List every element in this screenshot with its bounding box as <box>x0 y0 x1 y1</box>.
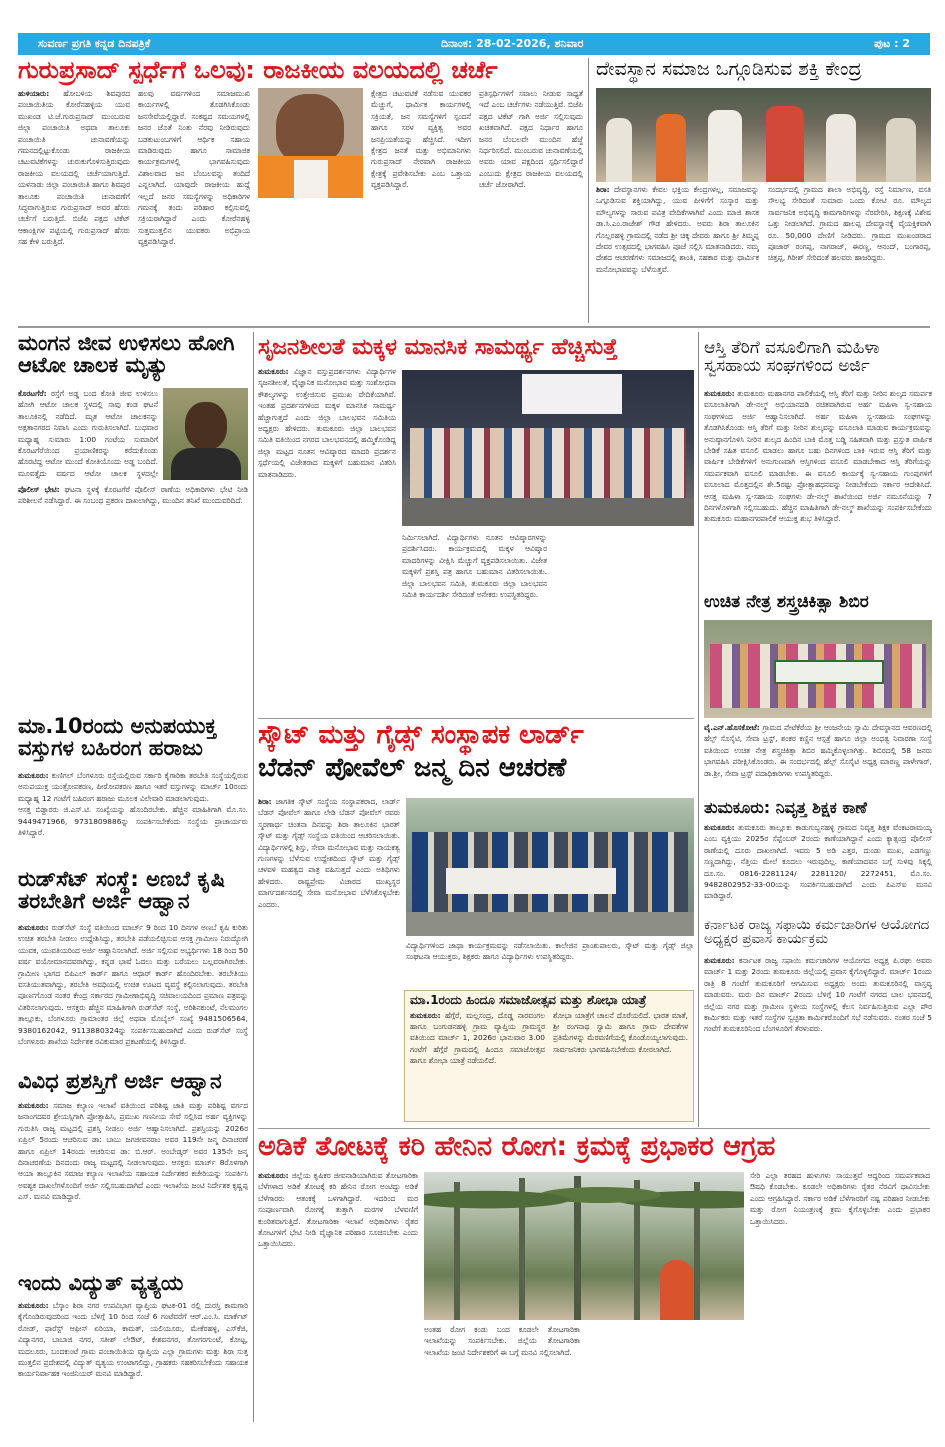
prashasti-headline: ವಿವಿಧ ಪ್ರಶಸ್ತಿಗೆ ಅರ್ಜಿ ಆಹ್ವಾನ <box>18 1069 222 1093</box>
article-safai <box>704 955 932 1125</box>
person-figure <box>886 118 916 182</box>
eye-camp-photo <box>704 620 932 718</box>
auto-driver-photo <box>163 388 248 480</box>
body-text: ಹಲವು ವರ್ಷಗಳಿಂದ ಸಮಾಜಮುಖಿ ಕಾರ್ಯಗಳಲ್ಲಿ ತೊಡಗಿಸಿಕೊಂಡು ಜನಸೇವೆಯಲ್ಲಿದ್ದಾರೆ. ಸಂಕಷ್ಟದ ಸಮಯಗಳಲ್ಲಿ ಜನರ ಜೊತೆ ನಿಂತು ನೆರವು ನೀಡಿರುವುದು ಬಡಕುಟುಂಬಗಳಿಗೆ ಆರ್ಥಿಕ ಸಹಾಯ ಮಾಡಿರುವುದು ಹಾಗೂ ಸಾಮಾಜಿಕ ಕಾರ್ಯಕ್ರಮಗಳಲ್ಲಿ ಭಾಗವಹಿಸುವುದು ವಿಶಾಲವಾದ ಜನ ಬೆಂಬಲವನ್ನು ತಂದಿದೆ ಎನ್ನಲಾಗಿದೆ. ಯಾವುದೇ ರಾಜಕೀಯ ಹುದ್ದೆ ಇಲ್ಲದೆ ಜನರ ಸಮಸ್ಯೆಗಳನ್ನು ಅಧಿಕಾರಿಗಳ ಗಮನಕ್ಕೆ ತಂದು ಪರಿಹಾರ ಕಲ್ಪಿಸುವಲ್ಲಿ ಸಕ್ರಿಯರಾಗಿದ್ದಾರೆ ಎಂದು ಕೋರೆನಹಳ್ಳಿ ಸುತ್ತಮುತ್ತಲಿನ ಯುವಕರು ಅಭಿಪ್ರಾಯ ವ್ಯಕ್ತಪಡಿಸಿದ್ದಾರೆ. <box>138 89 250 247</box>
guruprasad-photo <box>258 88 363 198</box>
body-text: ಘಟನಾ ಸ್ಥಳಕ್ಕೆ ಕೊರಟಗೆರೆ ಪೊಲೀಸ್ ಠಾಣೆಯ ಅಧಿಕಾರಿಗಳು ಭೇಟಿ ನೀಡಿ ಪರಿಶೀಲನೆ ನಡೆಸಿದ್ದಾರೆ. ಈ ಸಂಬಂಧ ಪ್ರಕರಣ ದಾಖಲಾಗಿದ್ದು, ಮುಂದಿನ ತನಿಖೆ ಮುಂದುವರಿದಿದೆ. <box>18 485 248 506</box>
paper-name: ಸುವರ್ಣ ಪ್ರಗತಿ ಕನ್ನಡ ದಿನಪತ್ರಿಕೆ <box>38 37 151 50</box>
shirt-shape <box>171 448 241 480</box>
date-text: ದಿನಾಂಕ: 28-02-2026, <box>440 37 551 50</box>
adike-headline: ಅಡಿಕೆ ತೋಟಕ್ಕೆ ಕರಿ ಹೇನಿನ ರೋಗ: ಕ್ರಮಕ್ಕೆ ಪ್ರಭಾಕರ ಆಗ್ರಹ <box>258 1131 776 1162</box>
article-body-col1 <box>18 88 130 320</box>
body-text: ಸೇರಿ ಎಲ್ಲಾ ತರಹದ ಹುಳುಗಳು ಸಾಯುತ್ತವೆ ಆದ್ದರಿಂದ ಸಮರ್ಪಕವಾದ ಔಷಧಿ ಕೊಡಬೇಕು. ಕೂಡಲೇ ಅಧಿಕಾರಿಗಳು ರೈತರ ನೆರವಿಗೆ ಧಾವಿಸಬೇಕು ಎಂದು ಆಗ್ರಹಿಸಿದ್ದಾರೆ. ಸರ್ಕಾರ ಅಡಿಕೆ ಬೆಳೆಗಾರರಿಗೆ ನಷ್ಟ ಪರಿಹಾರ ನೀಡಬೇಕು ಮತ್ತು ರೋಗ ನಿಯಂತ್ರಣಕ್ಕೆ ಕ್ರಮ ಕೈಗೊಳ್ಳಬೇಕು ಎಂದು ಪ್ರಭಾಕರ ಒತ್ತಾಯಿಸಿದರು. <box>750 1171 930 1226</box>
ground <box>406 912 694 936</box>
article-body-col2 <box>768 184 931 322</box>
article-body-col4 <box>479 88 583 320</box>
body-text: ಹೆಗ್ಗೆರೆ, ಮಲ್ಲಸಂದ್ರ, ದೊಡ್ಡ ನಾರವಂಗಲ ಹಾಗೂ ಬಂಗುಡನಹಳ್ಳಿ ಗ್ರಾಮ ವ್ಯಾಪ್ತಿಯ ಗ್ರಾಮಸ್ಥರ ವತಿಯಿಂದ ಮಾರ್ಚ್ 1, 2026ರ ಭಾನುವಾರ 3.00 ಗಂಟೆಗೆ ಹೆಗ್ಗೆರೆ ಗ್ರಾಮದಲ್ಲಿ ಹಿಂದೂ ಸಮಾಜೋತ್ಸವ ಹಾಗೂ ಶೋಭಾ ಯಾತ್ರೆ ನಡೆಯಲಿದೆ. <box>410 1010 545 1066</box>
column-divider <box>698 332 699 1127</box>
article-rudset <box>18 922 248 1062</box>
auto-driver-headline: ಮಂಗನ ಜೀವ ಉಳಿಸಲು ಹೋಗಿ ಆಟೋ ಚಾಲಕ ಮೃತ್ಯು <box>18 331 235 378</box>
article-body-col3 <box>553 532 694 714</box>
white-shirt <box>294 160 328 198</box>
article-body-col3 <box>371 88 471 320</box>
guruprasad-headline: ಗುರುಪ್ರಸಾದ್ ಸ್ಪರ್ಧೆಗೆ ಒಲವು: ರಾಜಕೀಯ ವಲಯದಲ್ಲಿ ಚರ್ಚೆ <box>18 56 498 84</box>
face-shape <box>276 94 344 164</box>
dateline: ಶಿರಾ: <box>596 185 610 194</box>
netra-headline: ಉಚಿತ ನೇತ್ರ ಶಸ್ತ್ರಚಿಕಿತ್ಸಾ ಶಿಬಿರ <box>704 592 869 612</box>
dateline: ಕೊರಟಗೆರೆ: <box>18 389 47 398</box>
dateline: ತುಮಕೂರು: <box>258 367 289 376</box>
section-divider <box>18 326 930 328</box>
body-text: ಹೋಬಳಿಯ ಶಿವಪುರದ ಪಂಚಾಯಿತಿಯ ಕೋರೆನಹಳ್ಳಿಯ ಯುವ ಮುಖಂಡ ಟಿ.ಜೆ.ಗುರುಪ್ರಸಾದ್ ಮುಂಬರುವ ಜಿಲ್ಲಾ ಪಂಚಾಯಿತಿ ಅಥವಾ ತಾಲೂಕು ಪಂಚಾಯಿತಿ ಚುನಾವಣೆಯನ್ನು ಗಮನದಲ್ಲಿಟ್ಟುಕೊಂಡು ರಾಜಕೀಯ ಚಟುವಟಿಕೆಗಳನ್ನು ಚುರುಕುಗೊಳಿಸುತ್ತಿರುವುದು ರಾಜಕೀಯ ವಲಯದಲ್ಲಿ ಚರ್ಚೆಯಾಗುತ್ತಿದೆ. ಯಳನಾಡು ಜಿಲ್ಲಾ ಪಂಚಾಯಿತಿ ಹಾಗೂ ಶಿವಪುರ ತಾಲೂಕು ಪಂಚಾಯಿತಿ ಚುನಾವಣೆಗೆ ಸಿದ್ಧವಾಗುತ್ತಿರುವ ಗುರುಪ್ರಸಾದ್ ಅವರ ಹೆಸರು ಚರ್ಚೆಗೆ ಬರುತ್ತಿದೆ. ಬಿಜೆಪಿ ಪಕ್ಷದ ಟಿಕೆಟ್ ಆಕಾಂಕ್ಷಿಗಳ ಪಟ್ಟಿಯಲ್ಲಿ ಗುರುಪ್ರಸಾದ್ ಹೆಸರು ಸಹ ಕೇಳಿ ಬರುತ್ತಿದೆ. <box>18 89 130 247</box>
safai-headline: ಕರ್ನಾಟಕ ರಾಜ್ಯ ಸಫಾಯಿ ಕರ್ಮಚಾರಿಗಳ ಆಯೋಗದ ಅಧ್ಯಕ್ಷರ ಪ್ರವಾಸ ಕಾರ್ಯಕ್ರಮ <box>704 917 930 948</box>
body-text: ತುಮಕೂರು ಮಹಾನಗರ ಪಾಲಿಕೆಯಲ್ಲಿ ಆಸ್ತಿ ತೆರಿಗೆ ಮತ್ತು ನೀರಿನ ಶುಲ್ಕದ ಸಮರ್ಪಕ ವಸೂಲಾತಿಗಾಗಿ ಡೇ-ನಲ್ಮ್ ಅಭಿಯಾನದಡಿ ರಚಿತವಾಗಿರುವ ಅರ್ಹ ಮಹಿಳಾ ಸ್ವ-ಸಹಾಯ ಸಂಘಗಳಿಂದ ಅರ್ಜಿ ಆಹ್ವಾನಿಸಲಾಗಿದೆ. ಅರ್ಹ ಮಹಿಳಾ ಸ್ವ-ಸಹಾಯ ಸಂಘಗಳನ್ನು ತೊಡಗಿಸಿಕೊಂಡು ಆಸ್ತಿ ತೆರಿಗೆ ಮತ್ತು ನೀರಿನ ಶುಲ್ಕವನ್ನು ವಸೂಲಾತಿ ಮಾಡುವ ಕಾರ್ಯಕ್ರಮವನ್ನು ಅನುಷ್ಠಾನಗೊಳಿಸಿ ನೀರಿನ ಶುಲ್ಕದ ಹಿಂದಿನ ಬಾಕಿ ಮೊತ್ತ ಬಡ್ಡಿ ಸಹಿತವಾಗಿ ಮತ್ತು ಪ್ರಸ್ತುತ ವಾರ್ಷಿಕ ಬೇಡಿಕೆ ಸಹಿತ ವಸೂಲಿ ಮಾಡಲು ಹಾಗೂ ಬಹು ದಿನಗಳಿಂದ ಬಾಕಿ ಇರುವ ಆಸ್ತಿ ತೆರಿಗೆ ಮತ್ತು ವಾರ್ಷಿಕ ಬೇಡಿಕೆಗಳಿಗೆ ಅನುಗುಣವಾಗಿ ಆಸ್ತಿಗಳಿಂದ ವಸೂಲಿ ಮಾಡಬೇಕಾದ ಆಸ್ತಿ ತೆರಿಗೆಯನ್ನು ಸಮರ್ಪಕವಾಗಿ ವಸೂಲಿ ಮಾಡಬೇಕು. ಈ ವಸೂಲಿ ಕಾರ್ಯಕ್ಕೆ ಸ್ವ-ಸಹಾಯ ಗುಂಪುಗಳಿಗೆ ವಸೂಲಾದ ಮೊತ್ತದಲ್ಲಿನ ಶೇ.5ರಷ್ಟು ಪ್ರೋತ್ಸಾಹಧನವನ್ನು ನೀಡಬೇಕೆಂದು ಸರ್ಕಾರ ಆದೇಶಿಸಿದೆ. ಆಸಕ್ತ ಮಹಿಳಾ ಸ್ವ-ಸಹಾಯ ಸಂಘಗಳು ಡೇ-ನಲ್ಮ್ ಶಾಖೆಯಿಂದ ಅರ್ಜಿ ನಮೂನೆಯನ್ನು 7 ದಿನಗಳೊಳಗಾಗಿ ಸಲ್ಲಿಸಬಹುದು. ಹೆಚ್ಚಿನ ಮಾಹಿತಿಗಾಗಿ ಡೇ-ನಲ್ಮ್ ಶಾಖೆಯನ್ನು ಸಂಪರ್ಕಿಸಬೇಕೆಂದು ತುಮಕೂರು ಮಹಾನಗರಪಾಲಿಕೆ ಆಯುಕ್ತ ಶುಭ ತಿಳಿಸಿದ್ದಾರೆ. <box>704 389 932 524</box>
article-body-col2b <box>588 1324 744 1422</box>
body-text: ತುಮಕೂರು ತಾಲ್ಲೂಕು ಕಾಡುಗುಬ್ಬನಹಳ್ಳಿ ಗ್ರಾಮದ ನಿವೃತ್ತ ಶಿಕ್ಷಕ ವೆಂಕಟರಾಮಯ್ಯ ಎಂಬ ವ್ಯಕ್ತಿಯು 2025ರ ಸೆಪ್ಟೆಂಬರ್ 2ರಂದು ಕಾಣೆಯಾಗಿದ್ದಾನೆ ಎಂದು ಕ್ಯಾತ್ಸಂದ್ರ ಪೊಲೀಸ್ ಠಾಣೆಯಲ್ಲಿ ದೂರು ದಾಖಲಾಗಿದೆ. ಇವರು 5 ಅಡಿ ಎತ್ತರ, ದುಂಡು ಮುಖ, ಎಡಗಣ್ಣು ಸಣ್ಣದಾಗಿದ್ದು, ನೆತ್ತಿಯ ಮೇಲೆ ಕೂದಲು ಇರುವುದಿಲ್ಲ. ಕಾಣೆಯಾದವನ ಬಗ್ಗೆ ಸುಳಿವು ಸಿಕ್ಕಲ್ಲಿ ದೂ.ಸಂ. 0816-2281124/ 2281120/ 2272451, ಮೊ.ಸಂ. 9482802952-33-00ಯನ್ನು ಸಂಪರ್ಕಿಸಬಹುದಾಗಿದೆ ಎಂದು ಪಿಎಸ್‌ಐ ಮನವಿ ಮಾಡಿದ್ದಾರೆ. <box>704 823 932 901</box>
article-guruprasad <box>18 88 583 320</box>
subhead-label: ಪೊಲೀಸ್ ಭೇಟಿ: <box>18 485 60 494</box>
body-text: ಕರ್ನಾಟಕ ರಾಜ್ಯ ಸಫಾಯಿ ಕರ್ಮಚಾರಿಗಳ ಆಯೋಗದ ಅಧ್ಯಕ್ಷ ಪಿ.ರಘು ಅವರು ಮಾರ್ಚ್ 1 ಮತ್ತು 2ರಂದು ತುಮಕೂರು ಜಿಲ್ಲೆಯಲ್ಲಿ ಪ್ರವಾಸ ಕೈಗೊಳ್ಳಲಿದ್ದಾರೆ. ಮಾರ್ಚ್ 1ರಂದು ರಾತ್ರಿ 8 ಗಂಟೆಗೆ ತುಮಕೂರಿಗೆ ಆಗಮಿಸುವ ಅಧ್ಯಕ್ಷರು ಅಂದು ತುಮಕೂರಿನಲ್ಲಿ ವಾಸ್ತವ್ಯ ಮಾಡುವರು. ಮರು ದಿನ ಮಾರ್ಚ್ 2ರಂದು ಬೆಳಿಗ್ಗೆ 10 ಗಂಟೆಗೆ ನಗರದ ಬಾಲ ಭವನದಲ್ಲಿ ಜಿಲ್ಲೆಯ ನಗರ ಮತ್ತು ಗ್ರಾಮೀಣ ಸ್ಥಳೀಯ ಸಂಸ್ಥೆಗಳಲ್ಲಿ ಕೆಲಸ ನಿರ್ವಹಿಸುತ್ತಿರುವ ಎಲ್ಲಾ ಪೌರ ಕಾರ್ಮಿಕರು ಮತ್ತು ಇತರೆ ಸಂಸ್ಥೆಗಳ ಸ್ವಚ್ಛತಾ ಕಾರ್ಮಿಕರೊಂದಿಗೆ ಸಭೆ ನಡೆಸುವರು. ನಂತರ ಸಂಜೆ 5 ಗಂಟೆಗೆ ತುಮಕೂರಿನಿಂದ ಬೆಂಗಳೂರಿಗೆ ತೆರಳುವರು. <box>704 956 932 1034</box>
body-text: ಅಂತಹ ರೋಗ ಕಂಡು ಬಂದ ಕೂಡಲೇ ತೋಟಗಾರಿಕಾ ಇಲಾಖೆಯನ್ನು ಸಂಪರ್ಕಿಸಬೇಕು. ಜಿಲ್ಲೆಯ ತೋಟಗಾರಿಕಾ ಇಲಾಖೆಯ ಜಂಟಿ ನಿರ್ದೇಶಕರಿಗೆ ಈ ಬಗ್ಗೆ ಮನವಿ ಸಲ್ಲಿಸಲಾಗಿದೆ. <box>424 1325 580 1357</box>
dateline: ತುಮಕೂರು: <box>704 823 735 832</box>
article-prashasti <box>18 1100 248 1265</box>
areca-plantation-photo <box>424 1172 744 1320</box>
article-shikshaka <box>704 822 932 912</box>
article-body-col1 <box>258 796 400 986</box>
banner <box>522 374 622 414</box>
dateline: ಹುಳಿಯಾರು: <box>18 89 50 98</box>
exhibition-group-photo <box>402 370 694 526</box>
vidyut-headline: ಇಂದು ವಿದ್ಯುತ್ ವ್ಯತ್ಯಯ <box>18 1271 184 1295</box>
person-figure <box>656 114 686 182</box>
article-body-col3a <box>258 202 363 320</box>
article-scout-continued <box>258 990 398 1122</box>
person-figure <box>826 114 856 182</box>
body-text: ಕುಣಿಗಲ್ ಬೆಂಗಳೂರು ರಸ್ತೆಯಲ್ಲಿರುವ ಸರ್ಕಾರಿ ಕೈಗಾರಿಕಾ ತರಬೇತಿ ಸಂಸ್ಥೆಯಲ್ಲಿರುವ ಅನುಪಯುಕ್ತ ಯಂತ್ರೋಪಕರಣ, ಪೀಠೋಪಕರಣ ಹಾಗೂ ಇತರೆ ವಸ್ತುಗಳನ್ನು ಮಾರ್ಚ್ 10ರಂದು ಮಧ್ಯಾಹ್ನ 12 ಗಂಟೆಗೆ ಬಹಿರಂಗ ಹರಾಜು ಮೂಲಕ ವಿಲೇವಾರಿ ಮಾಡಲಾಗುವುದು. <box>18 771 248 803</box>
dateline: ತುಮಕೂರು: <box>704 389 735 398</box>
scout-headline-line1: ಸ್ಕೌಟ್ ಮತ್ತು ಗೈಡ್ಸ್ ಸಂಸ್ಥಾಪಕ ಲಾರ್ಡ್ <box>258 720 584 750</box>
dateline: ವೈ.ಎನ್.ಹೊಸಕೋಟೆ: <box>704 723 760 732</box>
students-group <box>410 428 686 498</box>
page-number: ಪುಟ : 2 <box>874 37 910 50</box>
article-netra <box>704 722 932 792</box>
body-text: ಗ್ರಾಮದ ಪೇಟೆಕೆರೆಯ ಶ್ರೀ ಆಂಜನೇಯ ಸ್ವಾಮಿ ದೇವಸ್ಥಾನದ ಆವರಣದಲ್ಲಿ ಹೆಲ್ಪ್ ಸೊಸೈಟಿ, ಸೇವಾ ಟ್ರಸ್ಟ್, ಶಂಕರ ಕಣ್ಣಿನ ಆಸ್ಪತ್ರೆ ಹಾಗೂ ಜಿಲ್ಲಾ ಅಂಧತ್ವ ನಿವಾರಣಾ ಸಂಸ್ಥೆ ವತಿಯಿಂದ ಉಚಿತ ನೇತ್ರ ಶಸ್ತ್ರಚಿಕಿತ್ಸಾ ಶಿಬಿರ ಹಮ್ಮಿಕೊಳ್ಳಲಾಗಿತ್ತು. ಶಿಬಿರದಲ್ಲಿ 58 ಜನರು ಭಾಗವಹಿಸಿ ಪರೀಕ್ಷಿಸಿಕೊಂಡರು. ಈ ಸಂದರ್ಭದಲ್ಲಿ ಹೆಲ್ಪ್ ಸೊಸೈಟಿ ಅಧ್ಯಕ್ಷ ಮಾರಣ್ಣ ಪಾಳೇಗಾರ್, ಡಾ.ಶ್ರೀ, ಸೇವಾ ಟ್ರಸ್ಟ್ ಪದಾಧಿಕಾರಿಗಳು ಉಪಸ್ಥಿತರಿದ್ದರು. <box>704 723 932 778</box>
scout-group-photo <box>406 798 694 936</box>
asti-terige-headline: ಆಸ್ತಿ ತೆರಿಗೆ ವಸೂಲಿಗಾಗಿ ಮಹಿಳಾ ಸ್ವಸಹಾಯ ಸಂಘಗಳಿಂದ ಅರ್ಜಿ <box>704 338 880 376</box>
article-body-col1 <box>258 366 396 714</box>
article-vidyut <box>18 1300 248 1418</box>
article-body-col2 <box>406 940 694 986</box>
body-text: ನಿರ್ಮಿಸಲಾಗಿದೆ. ವಿದ್ಯಾರ್ಥಿಗಳು ನೂತನ ಆವಿಷ್ಕಾರಗಳನ್ನು ಪ್ರದರ್ಶಿಸಿದರು. ಕಾರ್ಯಕ್ರಮದಲ್ಲಿ ಮಕ್ಕಳ ಆವಿಷ್ಕಾರ ಮಾದರಿಗಳನ್ನು ವೀಕ್ಷಿಸಿ ಮೆಚ್ಚುಗೆ ವ್ಯಕ್ತಪಡಿಸಲಾಯಿತು. ವಿಜೇತ ಮಕ್ಕಳಿಗೆ ಪ್ರಶಸ್ತಿ ಪತ್ರ ಹಾಗೂ ಬಹುಮಾನ ವಿತರಿಸಲಾಯಿತು. ಜಿಲ್ಲಾ ಬಾಲಭವನ ಸಮಿತಿ, ತುಮಕೂರು ಜಿಲ್ಲಾ ಬಾಲಭವನ ಸಮಿತಿ ಕಾರ್ಯದರ್ಶಿ ಸೇರಿದಂತೆ ಅನೇಕರು ಉಪಸ್ಥಿತರಿದ್ದರು. <box>402 533 547 600</box>
dateline: ತುಮಕೂರು: <box>18 1101 49 1110</box>
body-text: ಬೆಸ್ಕಾಂ ಶಿರಾ ನಗರ ಉಪವಿಭಾಗ ವ್ಯಾಪ್ತಿಯ ಘಟಕ-01 ರಲ್ಲಿ ದುರಸ್ತಿ ಕಾಮಗಾರಿ ಕೈಗೊಂಡಿರುವುದರಿಂದ ಇಂದು ಬೆಳಿಗ್ಗೆ 10 ರಿಂದ ಸಂಜೆ 6 ಗಂಟೆವರೆಗೆ ಆರ್.ಎಂ.ಸಿ. ಮಾರ್ಕೆಟ್ ರೋಡ್, ಫಾರೆಸ್ಟ್ ಆಫೀಸ್ ಏರಿಯಾ, ಕಾಮತ್, ಯಲಿಯೂರು, ಮೇಕೆರಹಳ್ಳಿ, ಎಸ್‌ಕೆಜಿ, ವಿದ್ಯಾನಗರ, ಬಾಬಾಜಿ ನಗರ, ಸತೀಶ್ ಲೇಔಟ್, ಕೇಶವನಗರ, ತೋಗರಗುಂಟೆ, ಕೋಟ್ಟ, ಮದಲೂರು, ಬಂದಕುಂಟೆ ಗ್ರಾಮ ಪಂಚಾಯಿತಿಯ ವ್ಯಾಪ್ತಿಯ ಎಲ್ಲಾ ಗ್ರಾಮಗಳು ಮತ್ತು ಶಿರಾ ಸುತ್ತ ಮುತ್ತಲಿನ ಪ್ರದೇಶದಲ್ಲಿ ವಿದ್ಯುತ್ ವ್ಯತ್ಯಯ ಉಂಟಾಗಲಿದ್ದು, ಗ್ರಾಹಕರು ಸಹಕರಿಸಬೇಕೆಂದು ಸಹಾಯಕ ಕಾರ್ಯನಿರ್ವಾಹಕ ಇಂಜಿನಿಯರ್ ಮನವಿ ಮಾಡಿದ್ದಾರೆ. <box>18 1301 248 1379</box>
article-srujanasheelate <box>258 366 694 714</box>
rudset-headline: ರುಡ್‌ಸೆಟ್ ಸಂಸ್ಥೆ: ಅಣಬೆ ಕೃಷಿ ತರಬೇತಿಗೆ ಅರ್ಜಿ ಆಹ್ವಾನ <box>18 867 225 914</box>
dateline: ಶಿರಾ: <box>258 797 272 806</box>
weekday-text: ಶನಿವಾರ <box>554 37 584 50</box>
srujanasheelate-headline: ಸೃಜನಶೀಲತೆ ಮಕ್ಕಳ ಮಾನಸಿಕ ಸಾಮರ್ಥ್ಯ ಹೆಚ್ಚಿಸುತ್ತೆ <box>258 335 618 360</box>
shikshaka-headline: ತುಮಕೂರು: ನಿವೃತ್ತ ಶಿಕ್ಷಕ ಕಾಣೆ <box>704 798 867 817</box>
article-body-col2 <box>402 532 547 714</box>
article-body-intro <box>18 388 158 480</box>
dateline: ತುಮಕೂರು: <box>704 956 735 965</box>
dateline: ತುಮಕೂರು: <box>18 1301 49 1310</box>
body-text: ವಿದ್ಯಾರ್ಥಿಗಳಿಂದ ಜಾಥಾ ಕಾರ್ಯಕ್ರಮವನ್ನು ನಡೆಸಲಾಯಿತು. ಕಾಲೇಜಿನ ಪ್ರಾಂಶುಪಾಲರು, ಸ್ಕೌಟ್ ಮತ್ತು ಗೈಡ್ಸ್ ಜಿಲ್ಲಾ ಸಂಘಟನಾ ಆಯುಕ್ತರು, ಶಿಕ್ಷಕರು ಹಾಗೂ ವಿದ್ಯಾರ್ಥಿಗಳು ಉಪಸ್ಥಿತರಿದ್ದರು. <box>406 941 694 962</box>
person-figure <box>766 106 804 182</box>
body-text: ವಿಜ್ಞಾನ ವಸ್ತುಪ್ರದರ್ಶನಗಳು ವಿದ್ಯಾರ್ಥಿಗಳ ಸೃಜನಶೀಲತೆ, ವೈಜ್ಞಾನಿಕ ಮನೋಭಾವ ಮತ್ತು ಸಂಶೋಧನಾ ಕೌಶಲ್ಯಗಳನ್ನು ಉತ್ತೇಜಿಸುವ ಪ್ರಮುಖ ವೇದಿಕೆಯಾಗಿವೆ. ಇಂತಹ ಪ್ರದರ್ಶನಗಳಿಂದ ಮಕ್ಕಳ ಮಾನಸಿಕ ಸಾಮರ್ಥ್ಯ ಹೆಚ್ಚಾಗುತ್ತದೆ ಎಂದು ಜಿಲ್ಲಾ ಬಾಲಭವನ ಸಮಿತಿಯ ಅಧ್ಯಕ್ಷರು ಹೇಳಿದರು. ತುಮಕೂರು ಜಿಲ್ಲಾ ಬಾಲಭವನ ಸಮಿತಿ ವತಿಯಿಂದ ನಗರದ ಬಾಲಭವನದಲ್ಲಿ ಹಮ್ಮಿಕೊಂಡಿದ್ದ ಜಿಲ್ಲಾ ಮಟ್ಟದ ನೂತನ ಆವಿಷ್ಕಾರದ ಮಾದರಿ ಪ್ರದರ್ಶನ ಸ್ಪರ್ಧೆಯಲ್ಲಿ ವಿಜೇತರಾದ ಮಕ್ಕಳಿಗೆ ಬಹುಮಾನ ವಿತರಿಸಿ ಮಾತನಾಡಿದರು. <box>258 367 396 479</box>
body-text: ಸಂದರ್ಭದಲ್ಲಿ ಗ್ರಾಮದ ಶಾಲಾ ಅಭಿವೃದ್ಧಿ, ರಸ್ತೆ ನಿರ್ಮಾಣ, ವಸತಿ ಸೌಲಭ್ಯ ಸೇರಿದಂತೆ ಸುಮಾರು ಒಂದು ಕೋಟಿ ರೂ. ಮೌಲ್ಯದ ಸಾರ್ವಜನಿಕ ಅಭಿವೃದ್ಧಿ ಕಾಮಗಾರಿಗಳನ್ನು ನೆರವೇರಿಸಿ, ಶಿಕ್ಷಣಕ್ಕೆ ವಿಶೇಷ ಒತ್ತು ನೀಡಲಾಗಿದೆ. ಗ್ರಾಮದ ಹಾಲಪ್ಪ ದೇವಸ್ಥಾನಕ್ಕೆ ವೈಯಕ್ತಿಕವಾಗಿ ರೂ. 50,000 ದೇಣಿಗೆ ನೀಡಿದರು. ಗ್ರಾಮದ ಮುಖಂಡರಾದ ಪೂಜಾರ್ ರಂಗಪ್ಪ, ನಾಗರಾಜ್, ಈರಣ್ಣ, ಆನಂದ್, ಬಂಗಾರಪ್ಪ, ಚಿತ್ತಪ್ಪ, ಗಿರೀಶ್ ಸೇರಿದಂತೆ ಹಲವರು ಹಾಜರಿದ್ದರು. <box>768 185 931 263</box>
person-figure <box>660 1260 694 1320</box>
body-text: ರುಡ್‌ಸೆಟ್ ಸಂಸ್ಥೆ ವತಿಯಿಂದ ಮಾರ್ಚ್ 9 ರಿಂದ 10 ದಿನಗಳ ಅಣಬೆ ಕೃಷಿ ಕುರಿತು ಉಚಿತ ತರಬೇತಿ ನೀಡಲು ಉದ್ದೇಶಿಸಿದ್ದು, ತರಬೇತಿ ಪಡೆಯಲಿಚ್ಛಿಸುವ ಆಸಕ್ತ ಗ್ರಾಮೀಣ ನಿರುದ್ಯೋಗಿ ಯುವಕ, ಯುವತಿಯರಿಂದ ಅರ್ಜಿ ಆಹ್ವಾನಿಸಲಾಗಿದೆ. ಅರ್ಜಿ ಸಲ್ಲಿಸುವ ಅಭ್ಯರ್ಥಿಗಳು 18 ರಿಂದ 50 ವರ್ಷ ವಯೋಮಾನದವರಾಗಿದ್ದು, ಕನ್ನಡ ಭಾಷೆ ಓದಲು ಮತ್ತು ಬರೆಯಲು ಬಲ್ಲವರಾಗಿರಬೇಕು. ಗ್ರಾಮೀಣ ಭಾಗದ ಬಿಪಿಎಲ್ ಕಾರ್ಡ್ ಹಾಗೂ ಆಧಾರ್ ಕಾರ್ಡ್ ಹೊಂದಿರಬೇಕು. ತರಬೇತಿಯು ವಸತಿಯುತವಾಗಿದ್ದು, ತರಬೇತಿ ಅವಧಿಯಲ್ಲಿ ಉಚಿತ ಊಟದ ವ್ಯವಸ್ಥೆ ಕಲ್ಪಿಸಲಾಗುವುದು. ತರಬೇತಿ ಪೂರ್ಣಗೊಂಡ ನಂತರ ಕೇಂದ್ರ ಸರ್ಕಾರದ ಗ್ರಾಮೀಣಾಭಿವೃದ್ಧಿ ಸಚಿವಾಲಯದಿಂದ ಪ್ರಮಾಣ ಪತ್ರವನ್ನು ವಿತರಿಸಲಾಗುವುದು. ಆಸಕ್ತರು ಹೆಚ್ಚಿನ ಮಾಹಿತಿಗಾಗಿ ರುಡ್‌ಸೆಟ್ ಸಂಸ್ಥೆ, ಅರಿಶಿನಕುಂಟೆ, ನೆಲಮಂಗಲ ತಾಲ್ಲೂಕು, ಬೆಂಗಳೂರು ಗ್ರಾಮಾಂತರ ಜಿಲ್ಲೆ ಅಥವಾ ಮೊಬೈಲ್ ಸಂಖ್ಯೆ 9481506564, 9380162042, 9113880324ನ್ನು ಸಂಪರ್ಕಿಸಬಹುದಾಗಿದೆ ಎಂದು ರುಡ್‌ಸೆಟ್ ಸಂಸ್ಥೆ ಬೆಂಗಳೂರು ಶಾಖೆಯ ನಿರ್ದೇಶಕ ರವಿಕುಮಾರ ಪ್ರಕಟಣೆಯಲ್ಲಿ ತಿಳಿಸಿದ್ದಾರೆ. <box>18 923 248 1047</box>
article-auction <box>18 770 248 860</box>
article-body-col2 <box>553 1010 688 1118</box>
section-divider <box>258 1128 930 1129</box>
banner <box>774 660 884 684</box>
masthead-bar <box>18 33 930 55</box>
palm-fronds <box>424 1172 744 1218</box>
body-text: ಜಾಗತಿಕ ಸ್ಕೌಟ್ ಸಂಸ್ಥೆಯ ಸಂಸ್ಥಾಪಕರಾದ, ಲಾರ್ಡ್ ಬೆಡನ್ ಪೋವೆಲ್ ಹಾಗೂ ಲೇಡಿ ಬೆಡನ್ ಪೋವೆಲ್ ರವರು ಸ್ಮರಣಾರ್ಥ ಚಿಂತನಾ ದಿನವನ್ನು ಶಿರಾ ತಾಲೂಕಿನ ಭಾರತ್ ಸ್ಕೌಟ್ ಮತ್ತು ಗೈಡ್ಸ್ ಸಂಸ್ಥೆಯ ವತಿಯಿಂದ ಆಚರಿಸಲಾಯಿತು. ವಿದ್ಯಾರ್ಥಿಗಳಲ್ಲಿ ಶಿಸ್ತು, ಸೇವಾ ಮನೋಭಾವ ಮತ್ತು ನಾಯಕತ್ವ ಗುಣಗಳನ್ನು ಬೆಳೆಸುವ ಉದ್ದೇಶದಿಂದ ಸ್ಕೌಟ್ ಮತ್ತು ಗೈಡ್ಸ್ ಚಳವಳಿ ಮಹತ್ವದ ಪಾತ್ರ ವಹಿಸುತ್ತದೆ ಎಂದು ಅತಿಥಿಗಳು ಹೇಳಿದರು. ರಾಷ್ಟ್ರಪ್ರೇಮ ವಿಚಾರದ ಮುಖ್ಯಸ್ಥರ ಮಾರ್ಗದರ್ಶನದಲ್ಲಿ ಸೇವಾ ಮನೋಭಾವ ಬೆಳೆಸಿಕೊಳ್ಳಬೇಕು ಎಂದರು. <box>258 797 400 909</box>
article-body-col1 <box>410 1010 545 1118</box>
devasthana-photo <box>596 88 931 182</box>
column-divider <box>253 332 254 1422</box>
stage-floor <box>402 498 694 526</box>
body-text: ರಸ್ತೆಗೆ ಅಡ್ಡ ಬಂದ ಕೋತಿ ಜೀವ ಉಳಿಸಲು ಹೋಗಿ ಆಟೋ ಚಾಲಕ ಸ್ಥಳದಲ್ಲಿ ಸಾವು ಕಂಡ ಘಟನೆ ತಾಲೂಕಿನಲ್ಲಿ ನಡೆದಿದೆ. ಮೃತ ಆಟೋ ಚಾಲಕನನ್ನು ಅಕ್ಷತಾನಗರದ ನಿವಾಸಿ ಎಂದು ಗುರುತಿಸಲಾಗಿದೆ. ಬುಧವಾರ ಮಧ್ಯಾಹ್ನ ಸುಮಾರು 1:00 ಗಂಟೆಯ ಸುಮಾರಿಗೆ ಕೊರಟಗೆರೆಯಿಂದ ಪ್ರಯಾಣಿಕರನ್ನು ಕರೆದುಕೊಂಡು ಹೊರಟಿದ್ದ ಆಟೋ ಮುಂದೆ ಕೋತಿಯೊಂದು ಅಡ್ಡ ಬಂದಿದೆ. ಮೂವತ್ತೈದು ವರ್ಷದ ಆಟೋ ಚಾಲಕ ಸ್ಥಳದಲ್ಲೇ <box>18 389 158 478</box>
article-hindu-samajotsava <box>404 990 694 1122</box>
article-asti-terige <box>704 388 932 586</box>
dateline: ತುಮಕೂರು: <box>410 1010 441 1020</box>
column-divider <box>588 58 589 323</box>
article-body-col2 <box>424 1324 580 1422</box>
dateline: ತುಮಕೂರು: <box>18 923 49 932</box>
article-body-col2 <box>138 88 250 320</box>
article-adike <box>258 1170 930 1422</box>
article-auto-driver <box>18 388 248 708</box>
article-body-rest <box>18 484 248 708</box>
body-text: ಶೋಭಾ ಯಾತ್ರೆಗೆ ಚಾಲನೆ ದೊರೆಯಲಿದೆ. ಭಾರತ ಮಾತೆ, ಶ್ರೀ ರಂಗನಾಥ ಸ್ವಾಮಿ ಹಾಗೂ ಗ್ರಾಮ ದೇವತೆಗಳ ಪ್ರತಿಮೆಗಳನ್ನು ಮೆರವಣಿಗೆಯಲ್ಲಿ ಕೊಂಡೊಯ್ಯಲಾಗುವುದು. ಸಾರ್ವಜನಿಕರು ಭಾಗವಹಿಸಬೇಕೆಂದು ಕೋರಲಾಗಿದೆ. <box>553 1010 688 1054</box>
issue-date <box>441 37 583 51</box>
devasthana-headline: ದೇವಸ್ಥಾನ ಸಮಾಜ ಒಗ್ಗೂಡಿಸುವ ಶಕ್ತಿ ಕೇಂದ್ರ <box>596 58 862 80</box>
body-text: ಪ್ರತಿಸ್ಪರ್ಧಿಗಳಿಗೆ ಸವಾಲು ನೀಡುವ ಸಾಧ್ಯತೆ ಇದೆ ಎಂಬ ಚರ್ಚೆಗಳು ನಡೆಯುತ್ತಿವೆ. ಬಿಜೆಪಿ ಪಕ್ಷದ ಟಿಕೆಟ್ ಗಾಗಿ ಅರ್ಜಿ ಸಲ್ಲಿಸುವುದು ಖಚಿತವಾಗಿದೆ. ಪಕ್ಷದ ನಿರ್ಧಾರ ಹಾಗೂ ಜನರ ಬೆಂಬಲವೇ ಮುಂದಿನ ಹೆಜ್ಜೆ ನಿರ್ಧರಿಸಲಿದೆ. ಮುಂಬರುವ ಚುನಾವಣೆಯಲ್ಲಿ ಅವರು ಯಾವ ಪಕ್ಷದಿಂದ ಸ್ಪರ್ಧಿಸಲಿದ್ದಾರೆ ಎಂಬುದು ಕ್ಷೇತ್ರದ ರಾಜಕೀಯ ವಲಯದಲ್ಲಿ ಚರ್ಚೆ ಜೋರಾಗಿದೆ. <box>479 89 583 190</box>
person-figure <box>606 118 632 182</box>
body-text: ಕ್ಷೇತ್ರದ ಚಟುವಟಿಕೆ ನಡೆಸುವ ಯುವಕರ ಮೆಚ್ಚುಗೆ, ಧಾರ್ಮಿಕ ಕಾರ್ಯಗಳಲ್ಲಿ ಸಕ್ರಿಯತೆ, ಜನ ಸಮಸ್ಯೆಗಳಿಗೆ ಸ್ಪಂದನೆ ಹಾಗೂ ಸರಳ ವ್ಯಕ್ತಿತ್ವ ಅವರ ಜನಪ್ರಿಯತೆಯನ್ನು ಹೆಚ್ಚಿಸಿದೆ. ಇದೀಗ ಕ್ಷೇತ್ರದ ಜನತೆ ಮತ್ತು ಅಭಿಮಾನಿಗಳು ಗುರುಪ್ರಸಾದ್ ನೇರವಾಗಿ ರಾಜಕೀಯ ಕ್ಷೇತ್ರಕ್ಕೆ ಪ್ರವೇಶಿಸಬೇಕು ಎಂಬ ಒತ್ತಾಯ ವ್ಯಕ್ತಪಡಿಸಿದ್ದಾರೆ. <box>371 89 471 190</box>
dateline: ತುಮಕೂರು: <box>258 1171 289 1180</box>
article-devasthana <box>596 88 931 323</box>
auction-headline: ಮಾ.10ರಂದು ಅನುಪಯುಕ್ತ ವಸ್ತುಗಳ ಬಹಿರಂಗ ಹರಾಜು <box>18 714 217 761</box>
article-body-col3 <box>750 1170 930 1422</box>
body-text: ಸಮಾಜ ಕಲ್ಯಾಣ ಇಲಾಖೆ ವತಿಯಿಂದ ಪರಿಶಿಷ್ಟ ಜಾತಿ ಮತ್ತು ಪರಿಶಿಷ್ಟ ವರ್ಗದ ಜನಾಂಗದವರ ಶ್ರೇಯಸ್ಸಿಗಾಗಿ ಪ್ರೋತ್ಸಾಹಿಸಿ, ಪ್ರಮುಖ ಗಣನೀಯ ಸೇವೆ ಸಲ್ಲಿಸಿದ ಅರ್ಹ ವ್ಯಕ್ತಿಗಳನ್ನು ಗುರುತಿಸಿ ರಾಜ್ಯ ಮಟ್ಟದಲ್ಲಿ ಪ್ರಶಸ್ತಿ ನೀಡಲು ಅರ್ಜಿ ಆಹ್ವಾನಿಸಲಾಗಿದೆ. ಪ್ರಶಸ್ತಿಯನ್ನು 2026ರ ಏಪ್ರಿಲ್ 5ರಂದು ಆಚರಿಸುವ ಡಾ: ಬಾಬು ಜಗಜೀವನರಾಂ ಅವರ 119ನೇ ಜನ್ಮ ದಿನಾಚರಣೆ ಹಾಗೂ ಏಪ್ರಿಲ್ 14ರಂದು ಆಚರಿಸುವ ಡಾ: ಬಿ.ಆರ್. ಅಂಬೇಡ್ಕರ್ ಅವರ 135ನೇ ಜನ್ಮ ದಿನಾಚರಣೆಯ ದಿನದಂದು ರಾಜ್ಯ ಮಟ್ಟದಲ್ಲಿ ನೀಡಲಾಗುವುದು. ಆಸಕ್ತರು ಮಾರ್ಚ್ 8ರೊಳಗಾಗಿ ಆಯಾ ತಾಲ್ಲೂಕಿನ ಸಮಾಜ ಕಲ್ಯಾಣ ಇಲಾಖೆಯ ಸಹಾಯಕ ನಿರ್ದೇಶಕರ ಕಚೇರಿಯನ್ನು ಸಂಪರ್ಕಿಸಿ ಅವಶ್ಯಕ ದಾಖಲೆಗಳೊಂದಿಗೆ ಅರ್ಜಿ ಸಲ್ಲಿಸಬಹುದಾಗಿದೆ ಎಂದು ಇಲಾಖೆಯ ಜಂಟಿ ನಿರ್ದೇಶಕ ಕೃಷ್ಣಪ್ಪ ಎಸ್. ಮನವಿ ಮಾಡಿದ್ದಾರೆ. <box>18 1101 248 1202</box>
dateline: ತುಮಕೂರು: <box>18 771 49 780</box>
hindu-samajotsava-headline: ಮಾ.1ರಂದು ಹಿಂದೂ ಸಮಾಜೋತ್ಸವ ಮತ್ತು ಶೋಭಾ ಯಾತ್ರೆ <box>410 993 647 1007</box>
body-text: ದೇವಸ್ಥಾನಗಳು ಕೇವಲ ಭಕ್ತಿಯ ಕೇಂದ್ರಗಳಲ್ಲ, ಸಮಾಜವನ್ನು ಒಗ್ಗೂಡಿಸುವ ಶಕ್ತಿಯಾಗಿದ್ದು, ಯುವ ಪೀಳಿಗೆಗೆ ಸಂಸ್ಕಾರ ಮತ್ತು ಮೌಲ್ಯಗಳನ್ನು ಸಾರುವ ಪವಿತ್ರ ವೇದಿಕೆಗಳಾಗಿವೆ ಎಂದು ಮಾಜಿ ಶಾಸಕ ಡಾ.ಸಿ.ಎಂ.ರಾಜೇಶ್ ಗೌಡ ಹೇಳಿದರು. ಅವರು ಶಿರಾ ತಾಲೂಕಿನ ಗೊಲ್ಲರಹಳ್ಳಿ ಗ್ರಾಮದಲ್ಲಿ ನಡೆದ ಶ್ರೀ ಚಿಕ್ಕ ದೇವರು ಹಾಗೂ ಶ್ರೀ ತಿಮ್ಮಪ್ಪ ದೇವರ ಉತ್ಸವದಲ್ಲಿ ಭಾಗವಹಿಸಿ ಪೂಜೆ ಸಲ್ಲಿಸಿ ಮಾತನಾಡಿದರು. ನಮ್ಮ ದೇಶದ ಆಚರಣೆಗಳು ಸಮಾಜದಲ್ಲಿ ಶಾಂತಿ, ಸಹಕಾರ ಮತ್ತು ಧಾರ್ಮಿಕ ಮನೋಭಾವವನ್ನು ಬೆಳೆಸುತ್ತವೆ. <box>596 185 759 274</box>
face-shape <box>185 402 227 450</box>
article-scout <box>258 796 694 986</box>
body-text: ಜಿಲ್ಲೆಯ ಕೃಷಿಕರ ಜೀವನಾಡಿಯಾಗಿರುವ ತೋಟಗಾರಿಕಾ ಬೆಳೆಗಳಾದ ಅಡಿಕೆ ತೋಟಕ್ಕೆ ಕರಿ ಹೇನಿನ ರೋಗ ಅಂಟಿದ್ದು ಅಡಿಕೆ ಬೆಳೆಗಾರರು ಆತಂಕಕ್ಕೆ ಒಳಗಾಗಿದ್ದಾರೆ. ಇದರಿಂದ ಮರ ಸಂಪೂರ್ಣವಾಗಿ ರೋಗಕ್ಕೆ ತುತ್ತಾಗಿ ಮರಗಳ ಬೆಳವಣಿಗೆ ಕುಂಠಿತವಾಗುತ್ತಿದೆ. ತೋಟಗಾರಿಕಾ ಇಲಾಖೆ ಅಧಿಕಾರಿಗಳು ರೈತರ ತೋಟಗಳಿಗೆ ಭೇಟಿ ನೀಡಿ ವೈಜ್ಞಾನಿಕ ಪರಿಹಾರ ಸೂಚಿಸಬೇಕು ಎಂದು ಒತ್ತಾಯಿಸಿದರು. <box>258 1171 418 1249</box>
article-body-col1 <box>596 184 759 322</box>
banner <box>446 868 616 894</box>
article-body-col1 <box>258 1170 418 1422</box>
body-text: ಆಸಕ್ತ ಬಿಡ್ದಾರರು ಜಿ.ಎಸ್.ಟಿ. ಸಂಖ್ಯೆಯನ್ನು ಹೊಂದಿರಬೇಕು. ಹೆಚ್ಚಿನ ಮಾಹಿತಿಗಾಗಿ ಮೊ.ಸಂ. 9449471966, 9731809886ನ್ನು ಸಂಪರ್ಕಿಸಬೇಕೆಂದು ಸಂಸ್ಥೆಯ ಪ್ರಾಚಾರ್ಯರು ತಿಳಿಸಿದ್ದಾರೆ. <box>18 805 248 838</box>
section-divider <box>258 718 694 719</box>
scout-headline-line2: ಬೆಡನ್ ಪೋವೆಲ್ ಜನ್ಮ ದಿನ ಆಚರಣೆ <box>258 753 567 783</box>
person-figure <box>708 110 742 182</box>
